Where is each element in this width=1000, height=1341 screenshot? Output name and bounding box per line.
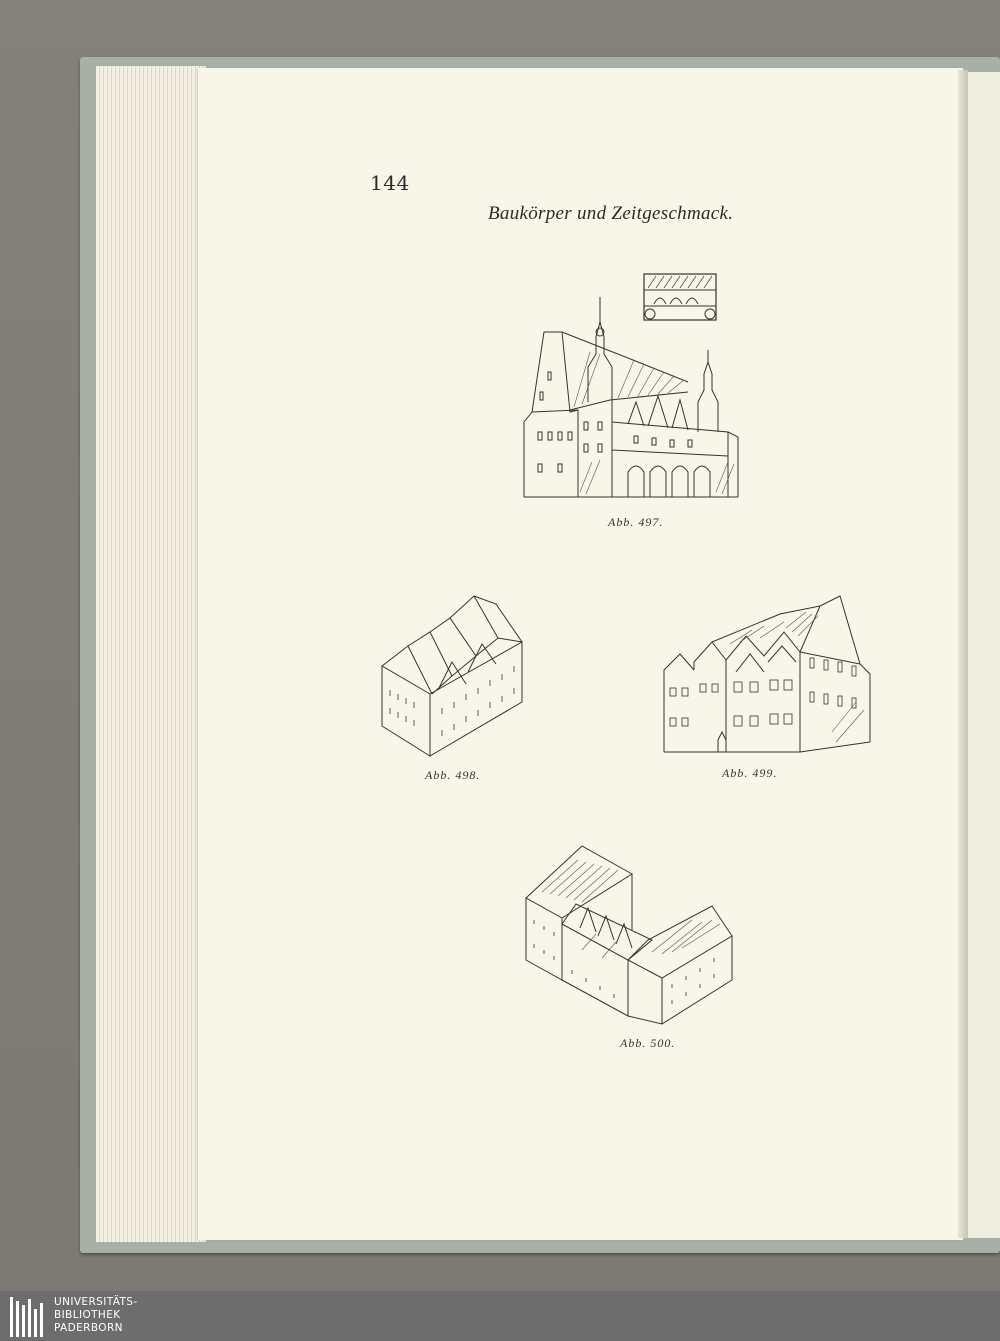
book-gutter — [958, 70, 968, 1238]
castle-drawing — [660, 592, 876, 758]
figure-500-courtyard-building — [522, 840, 736, 1030]
figure-caption: Abb. 500. — [620, 1036, 676, 1050]
library-logo-icon — [10, 1297, 46, 1337]
figure-497-town-hall — [518, 292, 748, 504]
running-head: Baukörper und Zeitgeschmack. — [488, 203, 734, 224]
figure-caption: Abb. 498. — [425, 768, 481, 782]
library-name-line: BIBLIOTHEK — [54, 1309, 121, 1321]
library-name — [54, 1296, 138, 1335]
facing-page — [966, 72, 1000, 1238]
footer-bar — [0, 1291, 1000, 1341]
block-houses-drawing — [378, 590, 528, 762]
library-name-line: PADERBORN — [54, 1322, 123, 1334]
figure-caption: Abb. 497. — [608, 515, 664, 529]
figure-caption: Abb. 499. — [722, 766, 778, 780]
figure-499-castle — [660, 592, 876, 758]
library-name-line: UNIVERSITÄTS- — [54, 1296, 138, 1308]
courtyard-building-drawing — [522, 840, 736, 1030]
figure-498-block-houses — [378, 590, 528, 762]
page-edges — [96, 66, 206, 1242]
town-hall-drawing — [518, 292, 748, 504]
page-number: 144 — [370, 171, 410, 195]
